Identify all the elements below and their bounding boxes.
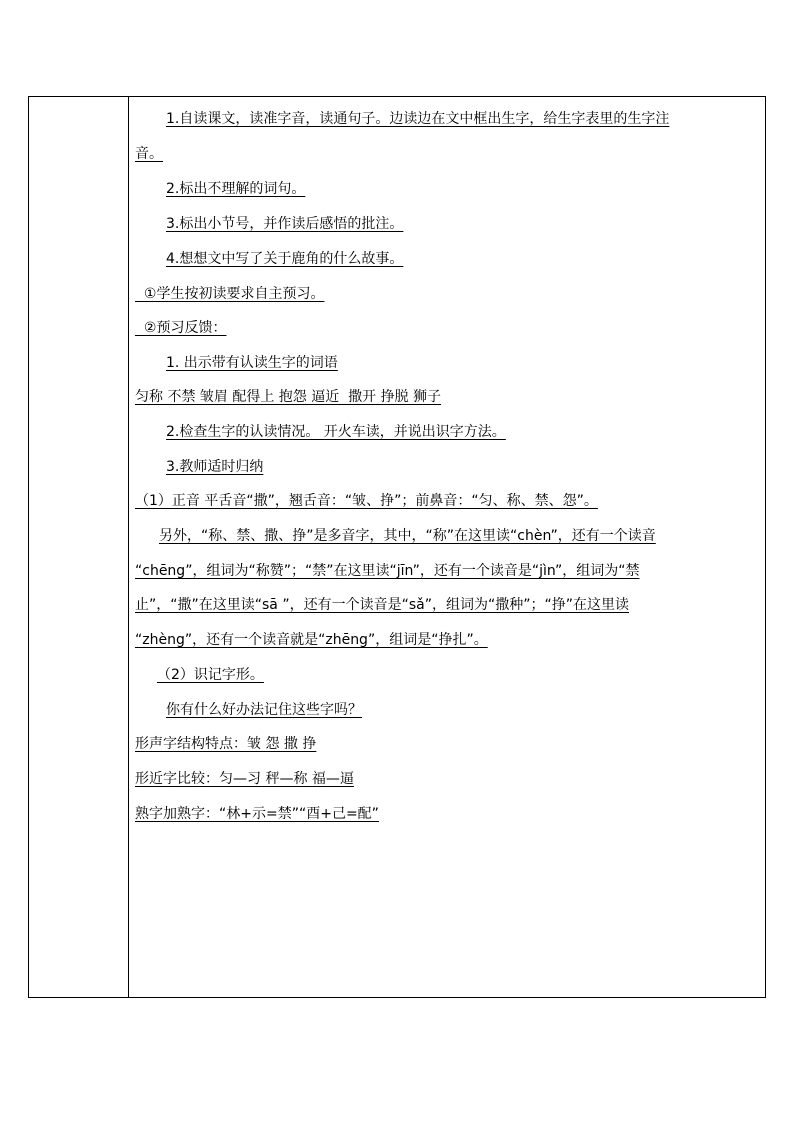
text-line: 3.教师适时归纳 [166, 459, 264, 475]
text-line: ②预习反馈： [135, 320, 227, 336]
text-line: 匀称 不禁 皱眉 配得上 抱怨 逼近 撒开 挣脱 狮子 [135, 389, 442, 405]
text-line: 止”，“撒”在这里读“sā ”，还有一个读音是“sǎ”，组词为“撒种”；“挣”在这里读 [135, 597, 629, 613]
text-line: （2）识记字形。 [157, 667, 264, 683]
text-line: 1.自读课文，读准字音，读通句子。边读边在文中框出生字，给生字表里的生字注 [166, 111, 670, 127]
text-line: 4.想想文中写了关于鹿角的什么故事。 [166, 251, 404, 267]
column-divider [128, 97, 129, 997]
text-line: 音。 [135, 146, 163, 162]
text-line: 2.标出不理解的词句。 [166, 181, 306, 197]
text-line: 1. 出示带有认读生字的词语 [166, 355, 338, 371]
text-line: 3.标出小节号，并作读后感悟的批注。 [166, 216, 404, 232]
text-line: “zhèng”，还有一个读音就是“zhēng”，组词是“挣扎”。 [135, 632, 488, 648]
text-line: 你有什么好办法记住这些字吗？ [166, 702, 362, 718]
text-line: 形声字结构特点：皱 怨 撒 挣 [135, 736, 317, 752]
text-line: 形近字比较：匀—习 秤—称 福—逼 [135, 771, 354, 787]
text-line: ①学生按初读要求自主预习。 [135, 286, 325, 302]
text-line: 熟字加熟字：“林+示=禁”“酉+己=配” [135, 806, 379, 822]
text-line: （1）正音 平舌音“撒”，翘舌音：“皱、挣”；前鼻音：“匀、称、禁、怨”。 [135, 493, 598, 509]
text-line: 另外，“称、禁、撒、挣”是多音字，其中，“称”在这里读“chèn”，还有一个读音 [159, 528, 656, 544]
text-line: “chēng”，组词为“称赞”；“禁”在这里读“jīn”，还有一个读音是“jìn”，组词为“禁 [135, 563, 640, 579]
text-line: 2.检查生字的认读情况。 开火车读，并说出识字方法。 [166, 424, 506, 440]
lesson-table [28, 96, 766, 998]
